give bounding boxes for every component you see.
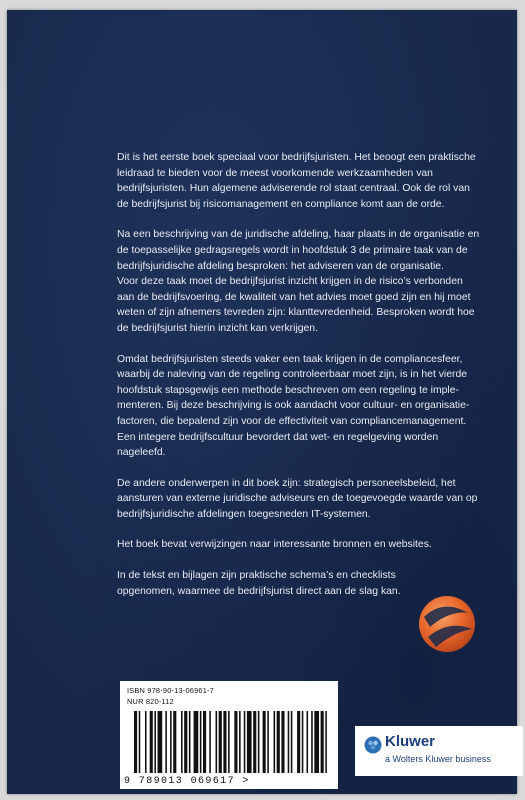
blurb-line: opgenomen, waarmee de bedrijfsjurist direct aan de slag kan. (117, 585, 401, 597)
barcode-label (120, 681, 338, 789)
blurb-line: factoren, die bepalend zijn voor de effectiviteit van compliancemanagement. (117, 415, 467, 427)
back-cover (7, 10, 517, 794)
barcode-digits: 9 789013 069617 > (124, 776, 250, 787)
publisher-tagline: a Wolters Kluwer business (385, 754, 491, 764)
blurb-paragraph-2 (117, 227, 480, 336)
blurb-line: Na een beschrijving van de juridische afdeling, haar plaats in de organisatie en (117, 229, 480, 241)
blurb-line: waarbij de naleving van de regeling controleerbaar moet zijn, is in het vierde (117, 369, 468, 381)
blurb-line: de bedrijfsjurist hierin inzicht kan verkrijgen. (117, 322, 318, 334)
blurb-paragraph-3 (117, 352, 477, 461)
blurb-line: De andere onderwerpen in dit boek zijn: strategisch personeelsbeleid, het (117, 477, 456, 489)
blurb-line: In de tekst en bijlagen zijn praktische schema’s en checklists (117, 570, 396, 582)
blurb-line: bedrijfsjuridische afdelingen toegesneden IT-systemen. (117, 508, 371, 520)
blurb-line: leidraad te bieden voor de meest voorkomende werkzaamheden van (117, 167, 433, 179)
blurb-line: bedrijfsjuridische afdeling besproken: het adviseren van de organisatie. (117, 260, 444, 272)
blurb-line: Omdat bedrijfsjuristen steeds vaker een taak krijgen in de compliancesfeer, (117, 353, 463, 365)
blurb-line: de bedrijfsjurist bij risicomanagement en compliance komt aan de orde. (117, 198, 445, 210)
blurb-paragraph-5 (117, 537, 477, 553)
blurb-line: Dit is het eerste boek speciaal voor bedrijfsjuristen. Het beoogt een praktische (117, 152, 476, 163)
blurb-line: Voor deze taak moet de bedrijfsjurist inzicht krijgen in de risico’s verbonden (117, 276, 463, 288)
kluwer-logo-icon (364, 736, 382, 754)
isbn-text: ISBN 978-90-13-06961-7 (127, 686, 214, 695)
publisher-logo (355, 726, 523, 776)
blurb-line: bedrijfsjuristen. Hun algemene adviserende rol staat centraal. Ook de rol van (117, 183, 470, 195)
blurb-line: Een integere bedrijfscultuur bevordert dat wet- en regelgeving worden (117, 431, 439, 443)
blurb-line: menteren. Bij deze beschrijving is ook aandacht voor cultuur- en organisatie- (117, 400, 470, 412)
blurb-line: aansturen van externe juridische adviseurs en de toegevoegde waarde van op (117, 493, 478, 505)
nur-text: NUR 820-112 (127, 697, 174, 706)
barcode-bars (134, 711, 330, 773)
orange-ball-logo-icon (418, 595, 476, 653)
blurb-line: Het boek bevat verwijzingen naar interessante bronnen en websites. (117, 539, 432, 551)
blurb-line: hoofdstuk stapsgewijs een methode beschreven om een regeling te imple- (117, 384, 459, 396)
blurb-line: de toepasselijke gedragsregels wordt in hoofdstuk 3 de primaire taak van de (117, 244, 468, 256)
blurb-line: aan de bedrijfsvoering, de kwaliteit van het advies moet goed zijn en hij moet (117, 291, 471, 303)
blurb-paragraph-4 (117, 476, 477, 523)
publisher-name: Kluwer (385, 733, 436, 750)
blurb-line: nageleefd. (117, 447, 166, 459)
cover-blurb (117, 150, 480, 614)
blurb-paragraph-1 (117, 150, 477, 212)
blurb-line: weten of zijn afnemers tevreden zijn: klanttevredenheid. Besproken wordt hoe (117, 307, 475, 319)
